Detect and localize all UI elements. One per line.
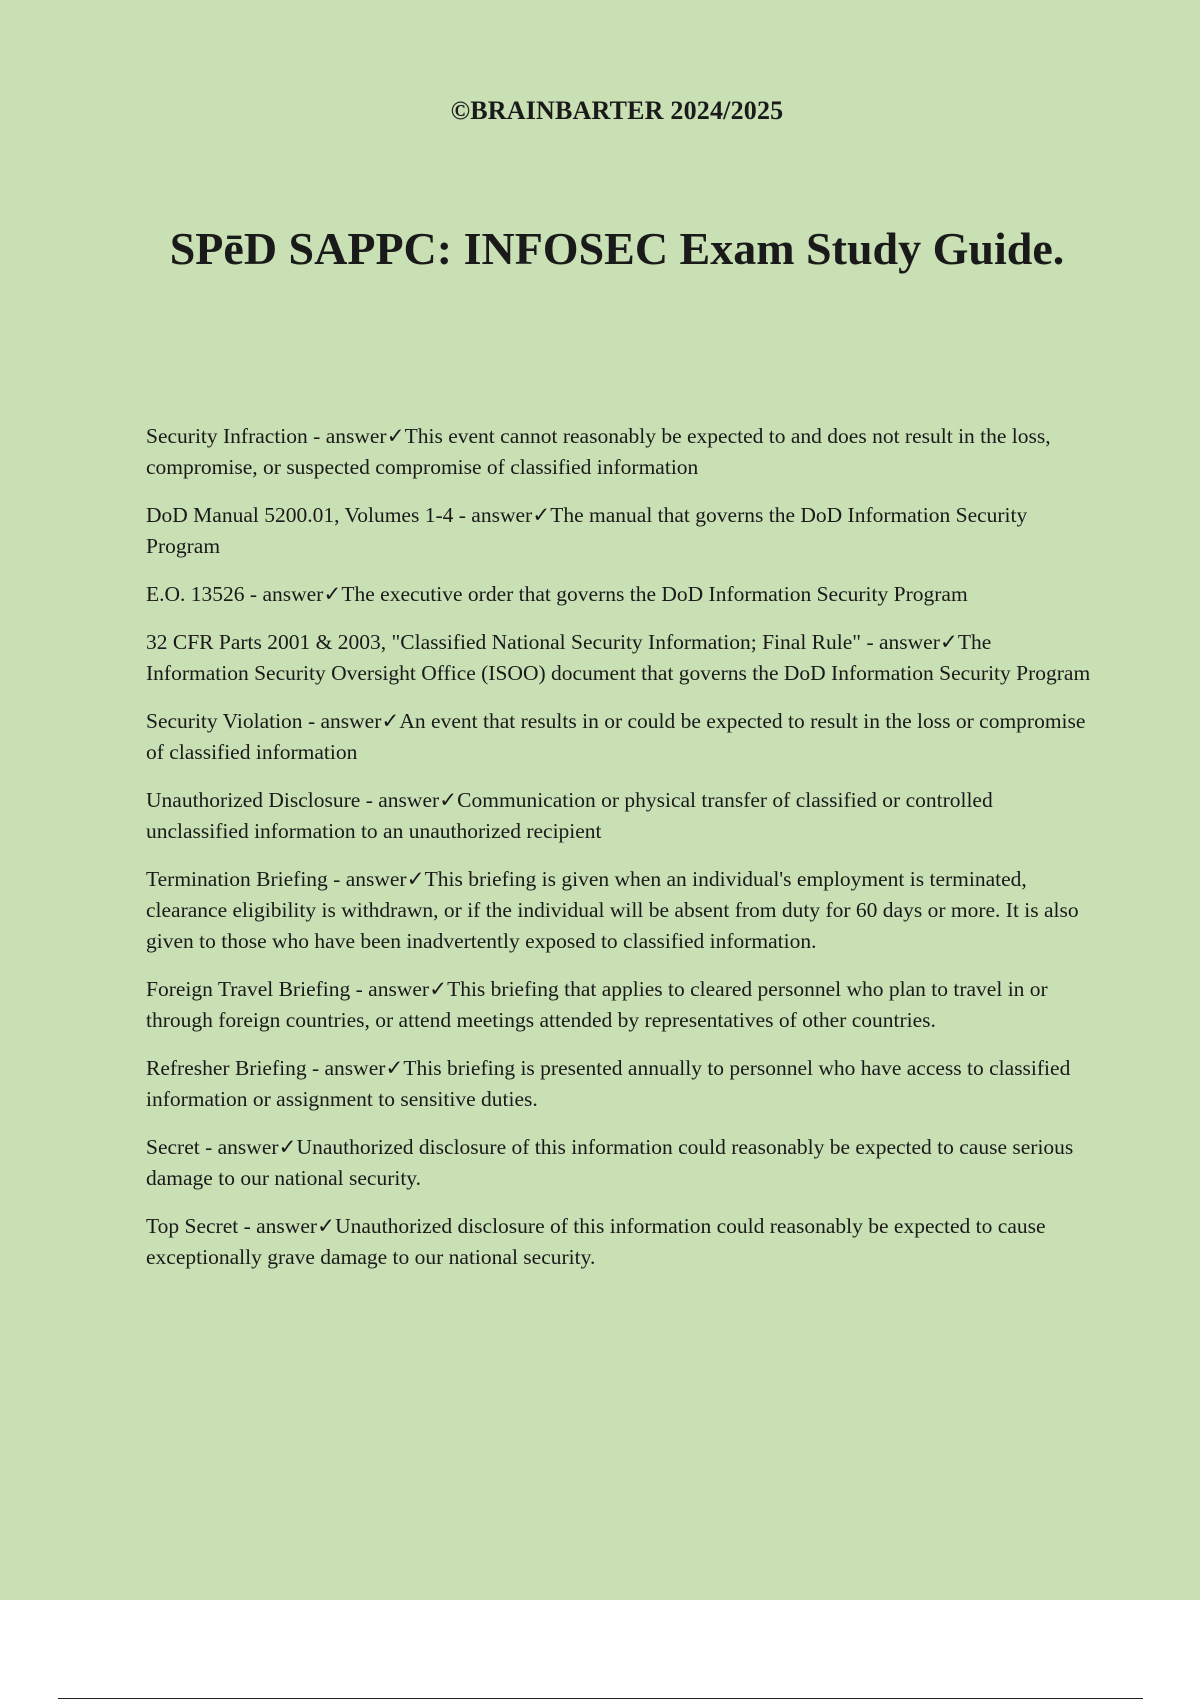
answer-separator: - answer — [244, 582, 324, 606]
document-title: SPēD SAPPC: INFOSEC Exam Study Guide. — [169, 223, 1065, 274]
entry-definition: This event cannot reasonably be expected to and does not result in the loss, compromise, or suspected compromise of classified information — [146, 424, 1051, 479]
answer-separator: - answer — [307, 424, 387, 448]
entry-term: DoD Manual 5200.01, Volumes 1-4 — [146, 503, 454, 527]
entry-definition: This briefing is presented annually to personnel who have access to classified information or assignment to sensitive duties. — [146, 1056, 1071, 1111]
answer-separator: - answer — [238, 1214, 318, 1238]
answer-separator: - answer — [360, 788, 440, 812]
entry-top-secret — [146, 1211, 1091, 1273]
entry-eo-13526 — [146, 579, 1091, 610]
answer-separator: - answer — [350, 977, 430, 1001]
entry-term: Top Secret — [146, 1214, 239, 1238]
entry-term: Security Infraction — [146, 424, 308, 448]
check-icon: ✓ — [406, 867, 425, 891]
answer-separator: - answer — [327, 867, 407, 891]
check-icon: ✓ — [385, 1056, 404, 1080]
entry-definition: This briefing is given when an individual's employment is terminated, clearance eligibility is withdrawn, or if the individual will be absent from duty for 60 days or more. It is also given to those who have been inadvertently exposed to classified information. — [146, 867, 1079, 953]
entry-definition: This briefing that applies to cleared personnel who plan to travel in or through foreign countries, or attend meetings attended by representatives of other countries. — [146, 977, 1048, 1032]
entry-definition: The executive order that governs the DoD Information Security Program — [341, 582, 968, 606]
answer-separator: - answer — [302, 709, 382, 733]
footer-divider — [58, 1698, 1143, 1699]
entry-term: Termination Briefing — [146, 867, 328, 891]
copyright-header: ©BRAINBARTER 2024/2025 — [450, 96, 784, 125]
entry-refresher-briefing — [146, 1053, 1091, 1115]
entry-secret — [146, 1132, 1091, 1194]
entry-term: Refresher Briefing — [146, 1056, 307, 1080]
check-icon: ✓ — [532, 503, 551, 527]
check-icon: ✓ — [939, 630, 958, 654]
check-icon: ✓ — [381, 709, 400, 733]
check-icon: ✓ — [439, 788, 458, 812]
entry-definition: The manual that governs the DoD Information Security Program — [146, 503, 1028, 558]
entry-security-infraction — [146, 421, 1091, 483]
check-icon: ✓ — [386, 424, 405, 448]
study-guide-entries — [146, 421, 1091, 1290]
answer-separator: - answer — [306, 1056, 386, 1080]
entry-term: Secret — [146, 1135, 200, 1159]
entry-term: E.O. 13526 — [146, 582, 245, 606]
entry-unauthorized-disclosure — [146, 785, 1091, 847]
check-icon: ✓ — [429, 977, 448, 1001]
entry-dod-manual — [146, 500, 1091, 562]
check-icon: ✓ — [323, 582, 342, 606]
entry-definition: Unauthorized disclosure of this information could reasonably be expected to cause serious damage to our national security. — [146, 1135, 1074, 1190]
entry-definition: An event that results in or could be expected to result in the loss or compromise of classified information — [146, 709, 1086, 764]
entry-definition: Unauthorized disclosure of this information could reasonably be expected to cause exceptionally grave damage to our national security. — [146, 1214, 1046, 1269]
entry-definition: The Information Security Oversight Office (ISOO) document that governs the DoD Information Security Program — [146, 630, 1091, 685]
answer-separator: - answer — [453, 503, 533, 527]
entry-term: Foreign Travel Briefing — [146, 977, 351, 1001]
entry-foreign-travel-briefing — [146, 974, 1091, 1036]
entry-security-violation — [146, 706, 1091, 768]
entry-termination-briefing — [146, 864, 1091, 957]
answer-separator: - answer — [199, 1135, 279, 1159]
entry-term: 32 CFR Parts 2001 & 2003, "Classified National Security Information; Final Rule" — [146, 630, 862, 654]
check-icon: ✓ — [317, 1214, 336, 1238]
answer-separator: - answer — [861, 630, 940, 654]
entry-term: Security Violation — [146, 709, 303, 733]
entry-term: Unauthorized Disclosure — [146, 788, 361, 812]
check-icon: ✓ — [278, 1135, 297, 1159]
entry-definition: Communication or physical transfer of classified or controlled unclassified information to an unauthorized recipient — [146, 788, 993, 843]
entry-32-cfr — [146, 627, 1091, 689]
